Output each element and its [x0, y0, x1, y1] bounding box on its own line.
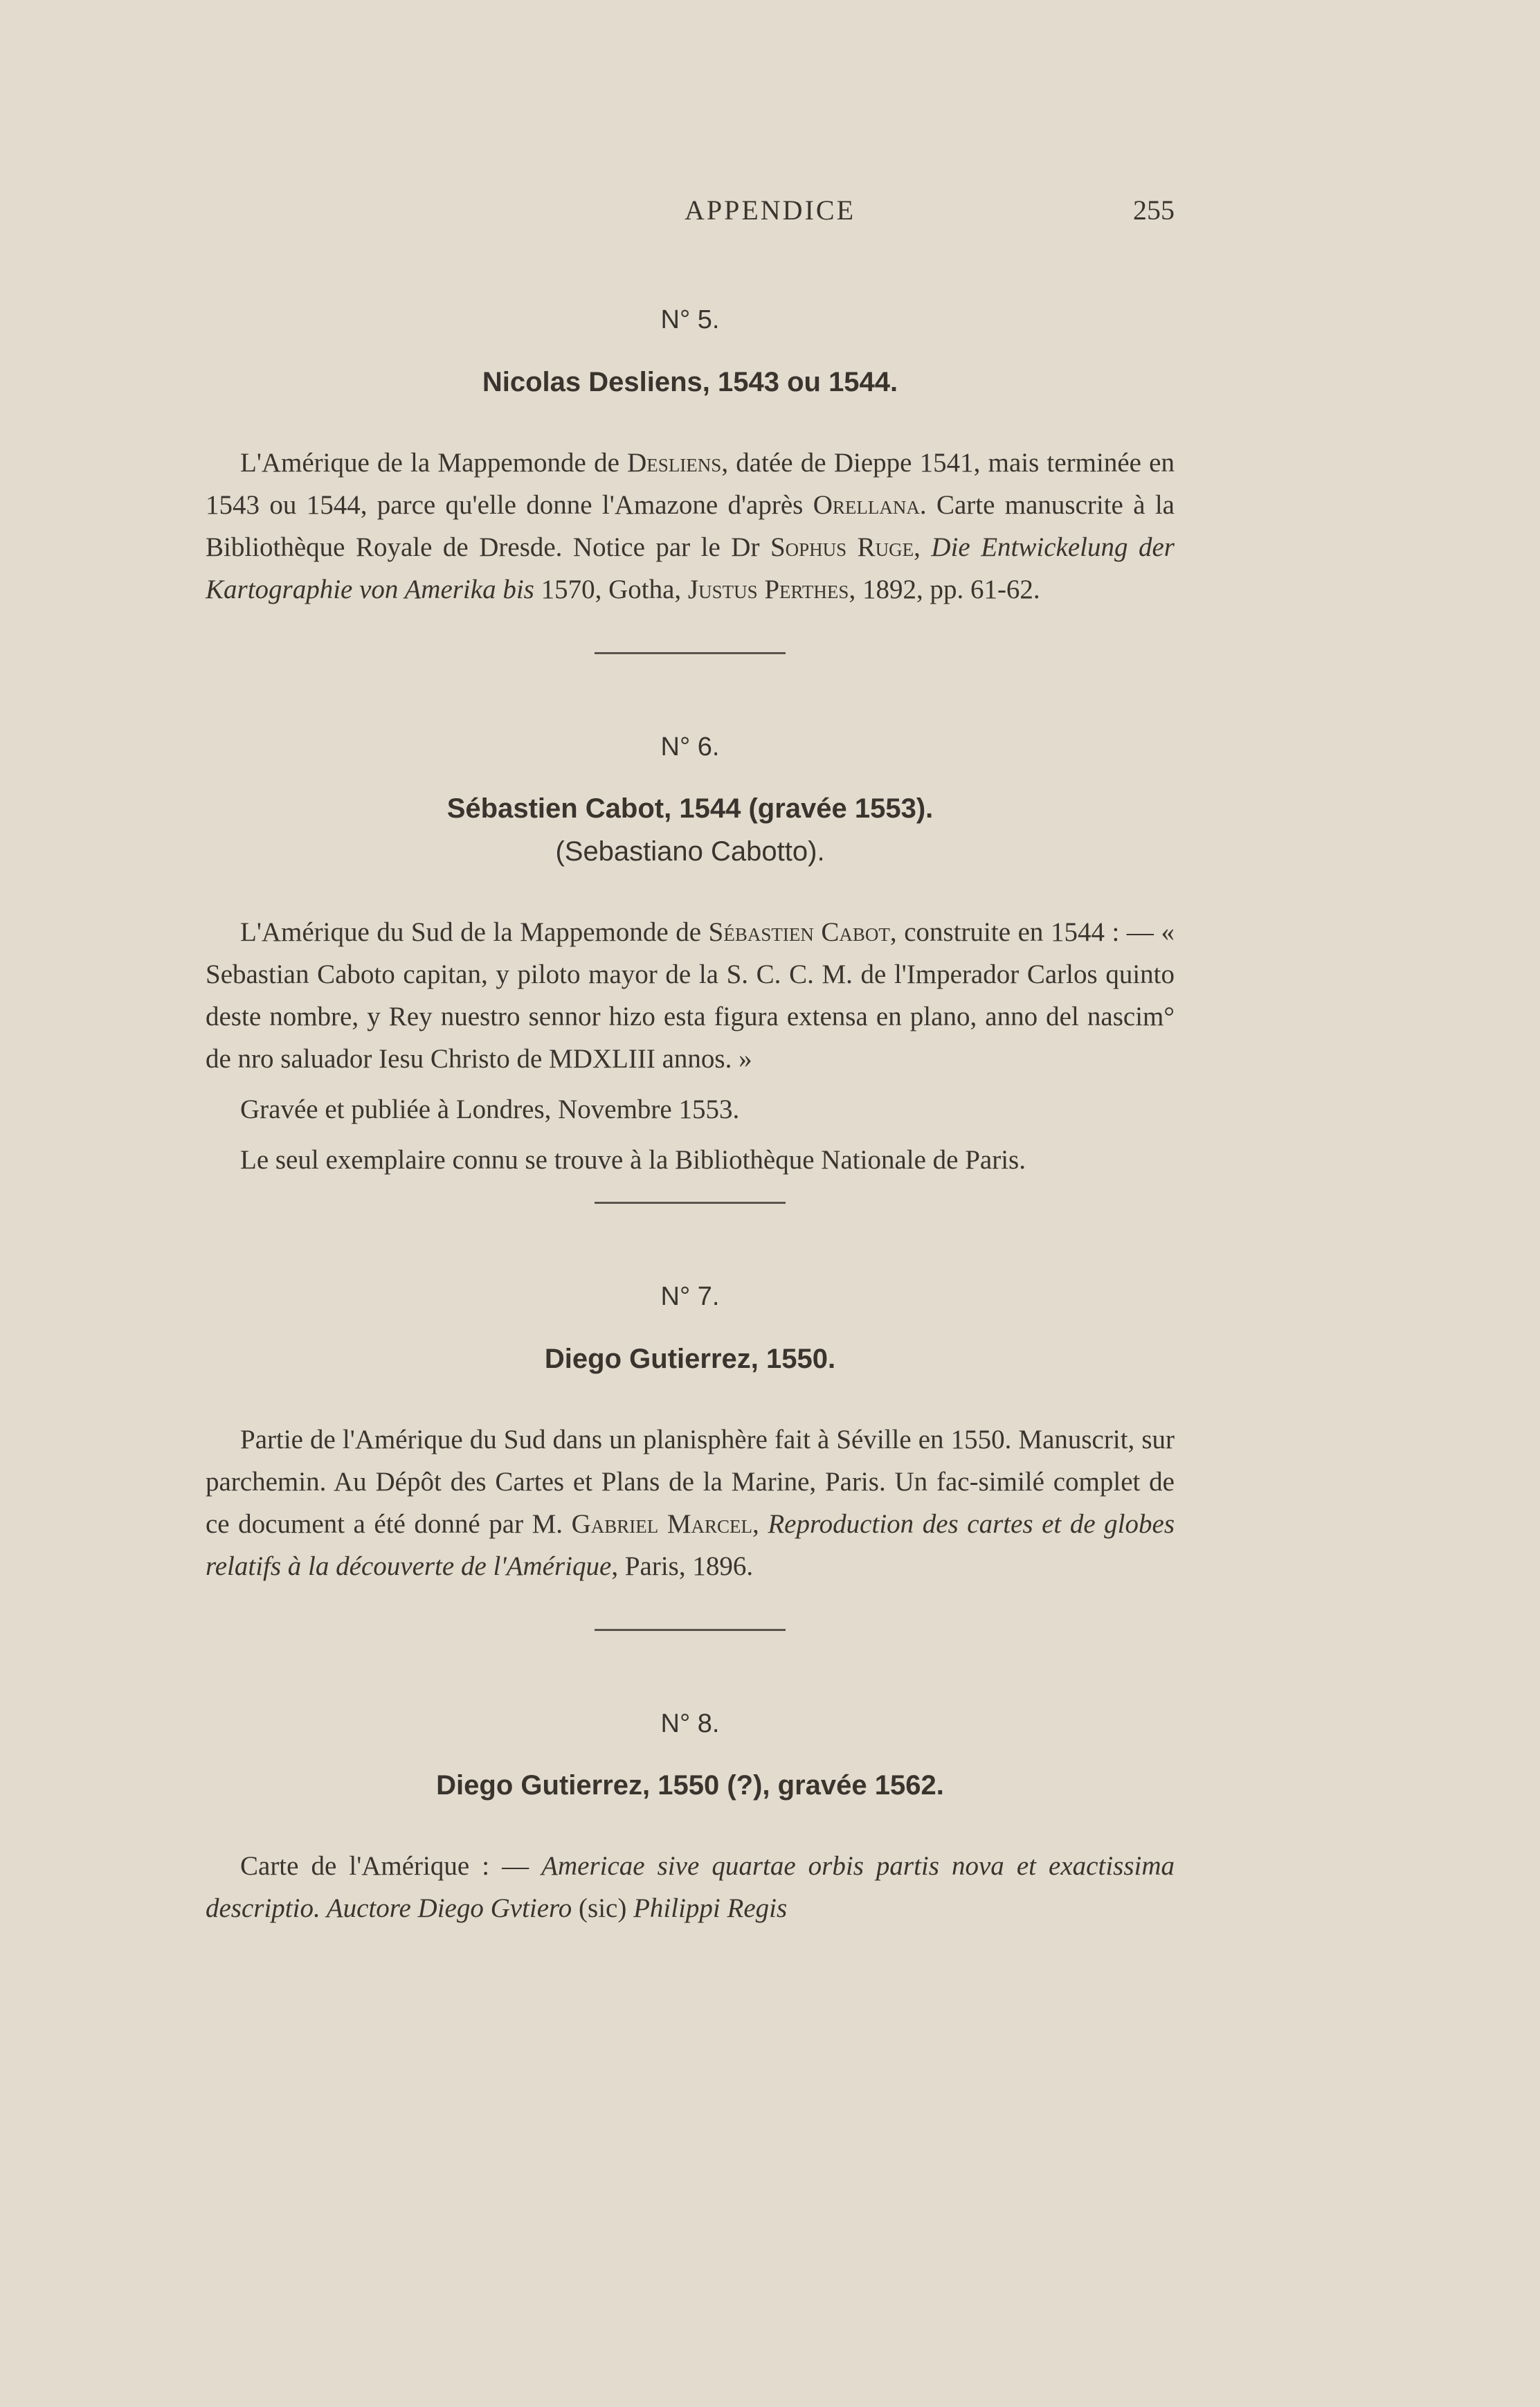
- section-paragraph: Carte de l'Amérique : — Americae sive quartae orbis partis nova et exactissima descriptio. Auctore Diego Gvtiero (sic) Philippi Regis: [206, 1851, 1175, 1924]
- section-no-5: [206, 305, 1175, 654]
- section-divider: [595, 1629, 786, 1631]
- section-number: N° 8.: [660, 1709, 720, 1738]
- section-no-7: [206, 1281, 1175, 1631]
- running-head: APPENDICE: [684, 195, 856, 226]
- book-title: Reproduction des cartes et de globes relatifs à la découverte de l'Amérique: [206, 1508, 1175, 1581]
- map-title-continued: Philippi Regis: [633, 1893, 788, 1924]
- publisher-name: Justus Perthes: [687, 574, 849, 604]
- map-title: Americae sive quartae orbis partis nova et exactissima descriptio. Auctore Diego Gvtiero: [206, 1851, 1175, 1924]
- author-name: Sébastien Cabot: [708, 917, 890, 948]
- section-paragraph: Gravée et publiée à Londres, Novembre 1553.: [240, 1094, 740, 1125]
- section-number: N° 5.: [660, 305, 720, 334]
- author-name: Sophus Ruge: [770, 532, 914, 562]
- section-no-6: [206, 732, 1175, 1205]
- section-title: Nicolas Desliens, 1543 ou 1544.: [482, 366, 898, 397]
- author-name: Gabriel Marcel: [571, 1508, 752, 1539]
- section-number: N° 6.: [660, 732, 720, 761]
- page-header: [0, 194, 1540, 228]
- page-number: 255: [1133, 195, 1175, 226]
- explorer-name: Orellana: [813, 489, 920, 520]
- book-title: Die Entwickelung der Kartographie von Amerika bis: [206, 532, 1175, 604]
- section-title: Diego Gutierrez, 1550 (?), gravée 1562.: [436, 1770, 944, 1801]
- section-title: Sébastien Cabot, 1544 (gravée 1553).: [446, 793, 934, 824]
- section-no-8: [206, 1709, 1175, 1930]
- section-divider: [595, 1202, 786, 1204]
- section-paragraph: L'Amérique du Sud de la Mappemonde de Sébastien Cabot, construite en 1544 : — « Sebastian Caboto capitan, y piloto mayor de la S. C. C. M. de l'Imperador Carlos quinto deste nombre, y Rey nuestro sennor hizo esta figura extensa en plano, anno del nascim° de nro saluador Iesu Christo de MDXLIII annos. »: [206, 917, 1175, 1074]
- section-paragraph: Le seul exemplaire connu se trouve à la Bibliothèque Nationale de Paris.: [240, 1145, 1026, 1175]
- section-paragraph: Partie de l'Amérique du Sud dans un planisphère fait à Séville en 1550. Manuscrit, sur parchemin. Au Dépôt des Cartes et Plans de la Marine, Paris. Un fac-similé complet de ce document a été donné par M. Gabriel Marcel, Reproduction des cartes et de globes relatifs à la découverte de l'Amérique, Paris, 1896.: [206, 1424, 1175, 1581]
- section-title: Diego Gutierrez, 1550.: [544, 1343, 836, 1374]
- section-divider: [595, 652, 786, 654]
- section-subtitle: (Sebastiano Cabotto).: [555, 836, 825, 867]
- page-content: [206, 305, 1175, 1929]
- author-name: Desliens: [627, 447, 722, 478]
- section-paragraph: L'Amérique de la Mappemonde de Desliens, datée de Dieppe 1541, mais terminée en 1543 ou 1544, parce qu'elle donne l'Amazone d'après Orellana. Carte manuscrite à la Bibliothèque Royale de Dresde. Notice par le Dr Sophus Ruge, Die Entwickelung der Kartographie von Amerika bis 1570, Gotha, Justus Perthes, 1892, pp. 61-62.: [206, 447, 1175, 604]
- section-number: N° 7.: [660, 1282, 720, 1312]
